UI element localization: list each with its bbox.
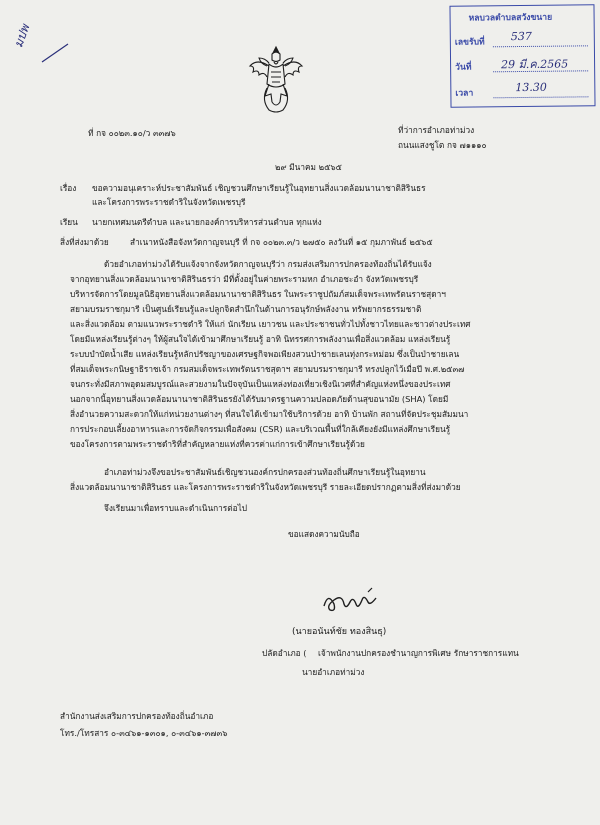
stamp-label-time: เวลา <box>455 88 474 99</box>
signer-title1: เจ้าพนักงานปกครองชำนาญการพิเศษ รักษาราชการแทน <box>318 648 519 658</box>
body-p1-line: โดยมีแหล่งเรียนรู้ต่างๆ ให้ผู้สนใจได้เข้ามาศึกษาเรียนรู้ อาทิ นิทรรศการพลังงานเพื่อสิ่งแวดล้อม แหล่งเรียนรู้ <box>70 334 451 344</box>
body-p1-line: ด้วยอำเภอท่าม่วงได้รับแจ้งจากจังหวัดกาญจนบุรีว่า กรมส่งเสริมการปกครองท้องถิ่นได้รับแจ้ง <box>104 259 432 269</box>
signer-name: (นายอนันท์ชัย ทองสินธุ) <box>292 627 387 637</box>
stamp-label-date: วันที่ <box>455 62 472 73</box>
garuda-emblem-icon <box>247 44 305 116</box>
body-p1-line: บริหารจัดการโดยมูลนิธิอุทยานสิ่งแวดล้อมนานาชาติสิรินธร ในพระราชูปถัมภ์สมเด็จพระเทพรัตนราชสุดาฯ <box>70 289 446 299</box>
stamp-line-number <box>493 45 588 47</box>
margin-slash-mark <box>40 42 70 64</box>
footer-department: สำนักงานส่งเสริมการปกครองท้องถิ่นอำเภอ <box>60 711 214 721</box>
footer-phone: โทร./โทรสาร ๐-๓๔๖๑-๑๓๐๑, ๐-๓๔๖๑-๓๗๓๖ <box>60 728 228 738</box>
closing: ขอแสดงความนับถือ <box>288 529 360 539</box>
office-address-line1: ที่ว่าการอำเภอท่าม่วง <box>398 125 475 135</box>
signer-title2: นายอำเภอท่าม่วง <box>302 667 365 677</box>
enclosure-text: สำเนาหนังสือจังหวัดกาญจนบุรี ที่ กจ ๐๐๒๓.๓/ว ๒๗๕๐ ลงวันที่ ๑๕ กุมภาพันธ์ ๒๕๖๕ <box>130 237 433 247</box>
body-p1-line: ที่สมเด็จพระกนิษฐาธิราชเจ้า กรมสมเด็จพระเทพรัตนราชสุดาฯ สยามบรมราชกุมารี ทรงปลูกไว้เมื่อปี พ.ศ.๒๕๓๗ <box>70 364 465 374</box>
body-p1-line: การประกอบเลี้ยงอาหารและการจัดกิจกรรมเพื่อสังคม (CSR) และบริเวณพื้นที่ใกล้เคียงยังมีแหล่งศึกษาเรียนรู้ <box>70 424 451 434</box>
addressee-text: นายกเทศมนตรีตำบล และนายกองค์การบริหารส่วนตำบล ทุกแห่ง <box>92 217 322 227</box>
body-p1-line: และสิ่งแวดล้อม ตามแนวพระราชดำริ ให้แก่ นักเรียน เยาวชน และประชาชนทั่วไปทั้งชาวไทยและชาวต่างประเทศ <box>70 319 471 329</box>
body-p1-line: นอกจากนี้อุทยานสิ่งแวดล้อมนานาชาติสิรินธรยังได้รับมาตรฐานความปลอดภัยด้านสุขอนามัย (SHA) โดยมี <box>70 394 449 404</box>
stamp-value-number: 537 <box>510 29 532 44</box>
enclosure-label: สิ่งที่ส่งมาด้วย <box>60 237 109 247</box>
body-p3: จึงเรียนมาเพื่อทราบและดำเนินการต่อไป <box>104 503 248 513</box>
body-p1-line: จากอุทยานสิ่งแวดล้อมนานาชาติสิรินธรว่า มีที่ตั้งอยู่ในค่ายพระรามหก อำเภอชะอำ จังหวัดเพชรบุรี <box>70 274 419 284</box>
addressee-label: เรียน <box>60 217 78 227</box>
reference-number: ที่ กจ ๐๐๒๓.๑๐/ว ๓๓๗๖ <box>88 128 176 138</box>
subject-line2: และโครงการพระราชดำริในจังหวัดเพชรบุรี <box>92 197 246 207</box>
stamp-label-number: เลขรับที่ <box>454 37 485 48</box>
stamp-value-date: 29 มี.ค.2565 <box>501 57 569 72</box>
body-p1-line: สยามบรมราชกุมารี เป็นศูนย์เรียนรู้และปลูกจิตสำนึกในด้านการอนุรักษ์พลังงาน ทรัพยากรธรรมชาติ <box>70 304 422 314</box>
body-p1-line: ระบบบำบัดน้ำเสีย แหล่งเรียนรู้หลักปรัชญาของเศรษฐกิจพอเพียงสวนป่าชายเลนทุ่งกระหม่อม ซึ่งเป็นป่าชายเลน <box>70 349 460 359</box>
stamp-value-time: 13.30 <box>515 80 547 95</box>
receiving-stamp <box>449 4 595 108</box>
body-p2-line: อำเภอท่าม่วงจึงขอประชาสัมพันธ์เชิญชวนองค์กรปกครองส่วนท้องถิ่นศึกษาเรียนรู้ในอุทยาน <box>104 467 426 477</box>
signer-title-prefix: ปลัดอำเภอ ( <box>262 648 307 658</box>
margin-note: มปพ <box>11 22 33 50</box>
document-date: ๒๙ มีนาคม ๒๕๖๕ <box>275 162 342 172</box>
stamp-org: หลบวลตำบลสวังขนาย <box>468 12 553 24</box>
office-address-line2: ถนนแสงชูโต กจ ๗๑๑๑๐ <box>398 140 487 150</box>
signature-mark <box>320 586 380 618</box>
subject-line1: ขอความอนุเคราะห์ประชาสัมพันธ์ เชิญชวนศึกษาเรียนรู้ในอุทยานสิ่งแวดล้อมนานาชาติสิรินธร <box>92 183 426 193</box>
body-p1-line: จนกระทั่งมีสภาพอุดมสมบูรณ์และสวยงามในปัจจุบันเป็นแหล่งท่องเที่ยวเชิงนิเวศที่สำคัญแห่งหนึ่งของประเทศ <box>70 379 451 389</box>
body-p2-line: สิ่งแวดล้อมนานาชาติสิรินธร และโครงการพระราชดำริในจังหวัดเพชรบุรี รายละเอียดปรากฏตามสิ่งที่ส่งมาด้วย <box>70 482 461 492</box>
body-p1-line: สิ่งอำนวยความสะดวกให้แก่หน่วยงานต่างๆ ที่สนใจได้เข้ามาใช้บริการด้วย อาทิ บ้านพัก สถานที่จัดประชุมสัมมนา <box>70 409 469 419</box>
body-p1-line: ของโครงการตามพระราชดำริที่สำคัญหลายแห่งที่ควรค่าแก่การเข้าศึกษาเรียนรู้ด้วย <box>70 439 365 449</box>
stamp-line-time <box>493 96 588 98</box>
subject-label: เรื่อง <box>60 183 77 193</box>
